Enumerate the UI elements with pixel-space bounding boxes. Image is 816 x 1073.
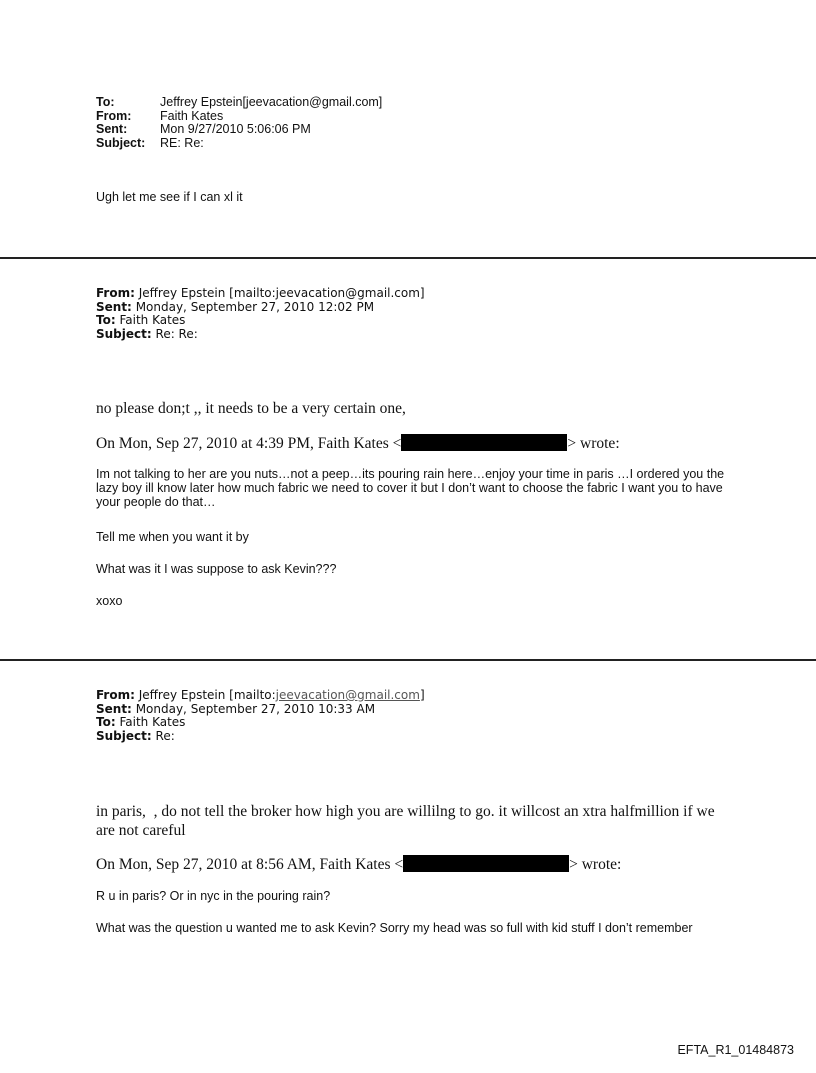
q1-on-line xyxy=(96,434,620,453)
from-value: Faith Kates xyxy=(160,108,224,123)
q2-from-suffix: ] xyxy=(419,688,425,702)
q1-to-label: To: xyxy=(96,313,116,327)
reply-body: Ugh let me see if I can xl it xyxy=(96,190,243,204)
to-row xyxy=(96,96,382,110)
document-id: EFTA_R1_01484873 xyxy=(677,1043,794,1057)
divider xyxy=(0,659,816,661)
q2-reply-p1: R u in paris? Or in nyc in the pouring rain? xyxy=(96,889,331,903)
q2-to-label: To: xyxy=(96,715,116,729)
q1-message: no please don;t ,, it needs to be a very certain one, xyxy=(96,400,406,417)
q1-reply-p3: What was it I was suppose to ask Kevin??? xyxy=(96,562,337,576)
to-label: To: xyxy=(96,95,115,109)
q1-sent-value: Monday, September 27, 2010 12:02 PM xyxy=(135,299,375,314)
from-label: From: xyxy=(96,108,132,123)
q1-reply-p2: Tell me when you want it by xyxy=(96,530,249,544)
redaction-box xyxy=(401,434,567,451)
subject-label: Subject: xyxy=(96,135,146,150)
q1-on-suffix: > wrote: xyxy=(567,435,620,452)
quoted-header-1 xyxy=(96,287,425,341)
q1-subject-label: Subject: xyxy=(96,326,152,341)
sent-value: Mon 9/27/2010 5:06:06 PM xyxy=(160,122,311,136)
q1-sent-label: Sent: xyxy=(96,299,132,314)
q2-on-prefix: On Mon, Sep 27, 2010 at 8:56 AM, Faith Kates < xyxy=(96,856,404,873)
q2-subject-value: Re: xyxy=(155,728,175,743)
sent-row xyxy=(96,123,382,137)
q2-sent-label: Sent: xyxy=(96,701,132,716)
subject-value: RE: Re: xyxy=(160,135,204,150)
q1-on-prefix: On Mon, Sep 27, 2010 at 4:39 PM, Faith Kates < xyxy=(96,435,402,452)
q2-subject-label: Subject: xyxy=(96,728,152,743)
q1-from-value: Jeffrey Epstein [mailto:jeevacation@gmail.com] xyxy=(138,286,425,300)
q2-sent-value: Monday, September 27, 2010 10:33 AM xyxy=(135,701,376,716)
redaction-box xyxy=(403,855,569,872)
q2-message: in paris, , do not tell the broker how high you are willilng to go. it willcost an xtra halfmillion if we are not careful xyxy=(96,803,719,839)
q1-from-label: From: xyxy=(96,286,135,300)
q1-to-value: Faith Kates xyxy=(119,313,186,327)
q2-on-line xyxy=(96,855,621,874)
sent-label: Sent: xyxy=(96,122,128,136)
subject-row xyxy=(96,137,382,151)
divider xyxy=(0,257,816,259)
email-link[interactable]: jeevacation@gmail.com xyxy=(275,688,420,702)
email-header xyxy=(96,96,382,150)
from-row xyxy=(96,110,382,124)
q1-subject-value: Re: Re: xyxy=(155,326,198,341)
q2-from-prefix: Jeffrey Epstein [mailto: xyxy=(138,688,276,702)
q2-to-value: Faith Kates xyxy=(119,715,186,729)
q2-reply-p2: What was the question u wanted me to ask Kevin? Sorry my head was so full with kid stuff I don’t remember xyxy=(96,921,693,935)
q1-reply-p1: Im not talking to her are you nuts…not a peep…its pouring rain here…enjoy your time in paris …I ordered you the lazy boy ill know later how much fabric we need to cover it but I don’t want to choose the fabric I want you to have your people do that… xyxy=(96,467,725,509)
to-value: Jeffrey Epstein[jeevacation@gmail.com] xyxy=(160,95,383,109)
q2-from-label: From: xyxy=(96,688,135,702)
q1-reply-p4: xoxo xyxy=(96,594,123,608)
quoted-header-2 xyxy=(96,689,425,743)
q2-on-suffix: > wrote: xyxy=(569,856,622,873)
